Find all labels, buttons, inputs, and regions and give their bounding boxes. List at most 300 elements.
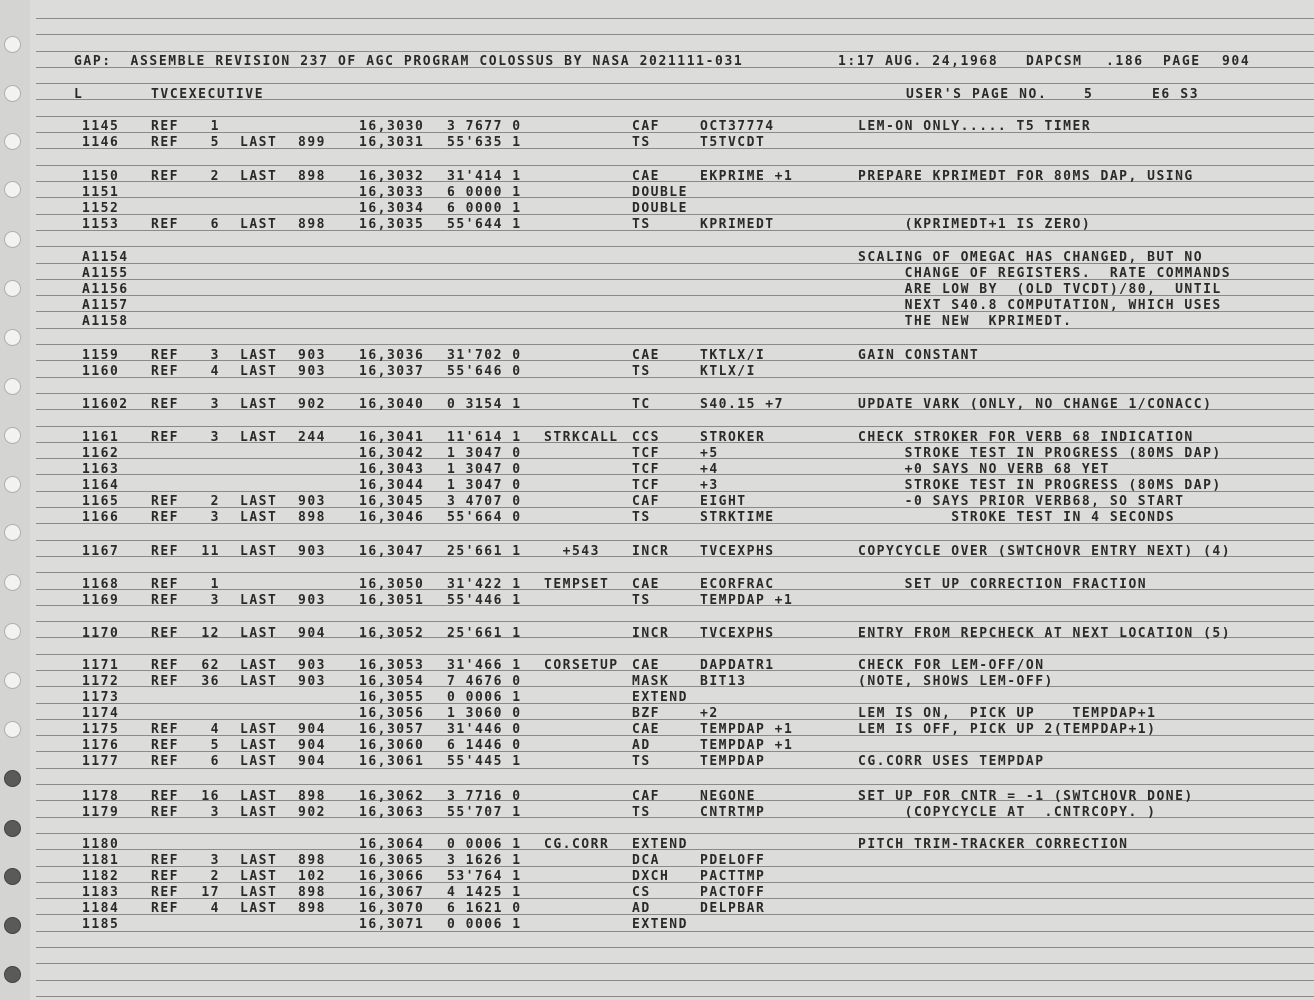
listing-refn: 3: [210, 430, 220, 445]
listing-last: LAST: [240, 397, 278, 412]
listing-addr: 16,3044: [359, 478, 425, 493]
listing-comment: SET UP FOR CNTR = -1 (SWTCHOVR DONE): [858, 789, 1194, 804]
listing-row: [0, 251, 1314, 267]
listing-line: 1177: [82, 754, 120, 769]
listing-row: [0, 283, 1314, 299]
listing-line: 1183: [82, 885, 120, 900]
listing-lastn: 903: [298, 544, 326, 559]
listing-op: DOUBLE: [632, 185, 688, 200]
listing-operand: +3: [700, 478, 719, 493]
listing-addr: 16,3052: [359, 626, 425, 641]
listing-op: EXTEND: [632, 917, 688, 932]
assembly-title: GAP: ASSEMBLE REVISION 237 OF AGC PROGRAM COLOSSUS BY NASA 2021111-031: [74, 54, 744, 69]
listing-word: 1 3047 0: [447, 478, 522, 493]
listing-op: CS: [632, 885, 651, 900]
listing-op: CAE: [632, 577, 660, 592]
listing-ref: REF: [151, 853, 179, 868]
listing-op: CAF: [632, 789, 660, 804]
listing-lastn: 898: [298, 853, 326, 868]
listing-line: 1153: [82, 217, 120, 232]
listing-row: [0, 838, 1314, 854]
listing-word: 55'445 1: [447, 754, 522, 769]
listing-last: LAST: [240, 544, 278, 559]
ruled-line: [36, 572, 1314, 573]
listing-lastn: 904: [298, 738, 326, 753]
listing-op: TS: [632, 593, 651, 608]
listing-operand: EKPRIME +1: [700, 169, 794, 184]
listing-word: 1 3047 0: [447, 462, 522, 477]
listing-ref: REF: [151, 658, 179, 673]
listing-lastn: 903: [298, 658, 326, 673]
listing-lastn: 904: [298, 754, 326, 769]
ruled-line: [36, 165, 1314, 166]
listing-comment: PITCH TRIM-TRACKER CORRECTION: [858, 837, 1129, 852]
listing-label: CORSETUP: [544, 658, 619, 673]
listing-operand: PDELOFF: [700, 853, 766, 868]
listing-op: TS: [632, 135, 651, 150]
listing-row: [0, 659, 1314, 675]
ruled-line: [36, 621, 1314, 622]
listing-last: LAST: [240, 658, 278, 673]
listing-comment: THE NEW KPRIMEDT.: [858, 314, 1073, 329]
listing-addr: 16,3040: [359, 397, 425, 412]
listing-op: TS: [632, 217, 651, 232]
listing-row: [0, 431, 1314, 447]
listing-addr: 16,3070: [359, 901, 425, 916]
listing-lastn: 898: [298, 885, 326, 900]
listing-ref: REF: [151, 626, 179, 641]
listing-row: [0, 854, 1314, 870]
feed-hole: [4, 770, 21, 787]
listing-last: LAST: [240, 805, 278, 820]
listing-operand: TEMPDAP: [700, 754, 766, 769]
listing-addr: 16,3054: [359, 674, 425, 689]
listing-ref: REF: [151, 135, 179, 150]
listing-line: A1154: [82, 250, 129, 265]
listing-comment: -0 SAYS PRIOR VERB68, SO START: [858, 494, 1185, 509]
listing-row: [0, 447, 1314, 463]
listing-refn: 1: [210, 577, 220, 592]
feed-hole: [4, 966, 21, 983]
listing-comment: CHANGE OF REGISTERS. RATE COMMANDS: [858, 266, 1232, 281]
listing-refn: 5: [210, 738, 220, 753]
listing-addr: 16,3057: [359, 722, 425, 737]
listing-row: [0, 136, 1314, 152]
listing-row: [0, 463, 1314, 479]
listing-refn: 3: [210, 805, 220, 820]
listing-operand: +5: [700, 446, 719, 461]
listing-refn: 2: [210, 869, 220, 884]
listing-line: 1180: [82, 837, 120, 852]
listing-addr: 16,3055: [359, 690, 425, 705]
listing-line: 1179: [82, 805, 120, 820]
listing-refn: 3: [210, 593, 220, 608]
listing-operand: DAPDATR1: [700, 658, 775, 673]
listing-row: [0, 170, 1314, 186]
listing-word: 4 1425 1: [447, 885, 522, 900]
listing-row: [0, 886, 1314, 902]
ruled-line: [36, 18, 1314, 19]
listing-word: 25'661 1: [447, 544, 522, 559]
listing-operand: TVCEXPHS: [700, 626, 775, 641]
listing-line: 1181: [82, 853, 120, 868]
listing-comment: STROKE TEST IN PROGRESS (80MS DAP): [858, 446, 1222, 461]
listing-operand: DELPBAR: [700, 901, 766, 916]
listing-refn: 1: [210, 119, 220, 134]
listing-addr: 16,3050: [359, 577, 425, 592]
ruled-line: [36, 344, 1314, 345]
listing-lastn: 902: [298, 397, 326, 412]
listing-row: [0, 594, 1314, 610]
listing-line: 11602: [82, 397, 129, 412]
ruled-line: [36, 833, 1314, 834]
listing-operand: NEGONE: [700, 789, 756, 804]
listing-addr: 16,3067: [359, 885, 425, 900]
listing-word: 0 0006 1: [447, 690, 522, 705]
listing-ref: REF: [151, 593, 179, 608]
listing-word: 11'614 1: [447, 430, 522, 445]
listing-line: 1162: [82, 446, 120, 461]
listing-label: STRKCALL: [544, 430, 619, 445]
listing-line: 1145: [82, 119, 120, 134]
listing-op: CCS: [632, 430, 660, 445]
listing-addr: 16,3062: [359, 789, 425, 804]
listing-line: 1171: [82, 658, 120, 673]
listing-op: CAE: [632, 658, 660, 673]
listing-refn: 4: [210, 364, 220, 379]
listing-row: [0, 299, 1314, 315]
listing-refn: 3: [210, 510, 220, 525]
listing-row: [0, 755, 1314, 771]
listing-word: 55'646 0: [447, 364, 522, 379]
listing-last: LAST: [240, 348, 278, 363]
listing-operand: BIT13: [700, 674, 747, 689]
listing-addr: 16,3032: [359, 169, 425, 184]
listing-refn: 6: [210, 217, 220, 232]
listing-op: TCF: [632, 462, 660, 477]
listing-comment: CHECK STROKER FOR VERB 68 INDICATION: [858, 430, 1194, 445]
listing-refn: 2: [210, 169, 220, 184]
feed-hole: [4, 820, 21, 837]
sheet-code: E6 S3: [1152, 87, 1200, 102]
listing-operand: CNTRTMP: [700, 805, 766, 820]
listing-refn: 4: [210, 722, 220, 737]
ruled-line: [36, 246, 1314, 247]
listing-operand: PACTOFF: [700, 885, 766, 900]
listing-word: 55'446 1: [447, 593, 522, 608]
listing-row: [0, 870, 1314, 886]
listing-ref: REF: [151, 885, 179, 900]
users-page-number: 5: [1084, 87, 1094, 102]
listing-addr: 16,3053: [359, 658, 425, 673]
listing-refn: 12: [201, 626, 220, 641]
listing-addr: 16,3061: [359, 754, 425, 769]
listing-op: BZF: [632, 706, 660, 721]
listing-row: [0, 186, 1314, 202]
listing-addr: 16,3064: [359, 837, 425, 852]
listing-lastn: 244: [298, 430, 326, 445]
listing-last: LAST: [240, 364, 278, 379]
listing-last: LAST: [240, 626, 278, 641]
listing-word: 55'644 1: [447, 217, 522, 232]
listing-refn: 16: [201, 789, 220, 804]
listing-comment: (NOTE, SHOWS LEM-OFF): [858, 674, 1054, 689]
listing-operand: STROKER: [700, 430, 766, 445]
listing-ref: REF: [151, 544, 179, 559]
program-name: DAPCSM: [1026, 54, 1083, 69]
listing-op: AD: [632, 738, 651, 753]
listing-op: AD: [632, 901, 651, 916]
listing-row: [0, 349, 1314, 365]
listing-op: DOUBLE: [632, 201, 688, 216]
listing-last: LAST: [240, 885, 278, 900]
listing-comment: (COPYCYCLE AT .CNTRCOPY. ): [858, 805, 1157, 820]
listing-ref: REF: [151, 119, 179, 134]
listing-comment: CHECK FOR LEM-OFF/ON: [858, 658, 1045, 673]
listing-addr: 16,3046: [359, 510, 425, 525]
listing-op: EXTEND: [632, 690, 688, 705]
listing-comment: ARE LOW BY (OLD TVCDT)/80, UNTIL: [858, 282, 1222, 297]
listing-addr: 16,3051: [359, 593, 425, 608]
listing-operand: TEMPDAP +1: [700, 593, 794, 608]
listing-refn: 3: [210, 348, 220, 363]
listing-row: [0, 479, 1314, 495]
listing-addr: 16,3037: [359, 364, 425, 379]
listing-comment: NEXT S40.8 COMPUTATION, WHICH USES: [858, 298, 1222, 313]
listing-op: CAF: [632, 119, 660, 134]
listing-line: 1169: [82, 593, 120, 608]
listing-lastn: 903: [298, 494, 326, 509]
listing-row: [0, 627, 1314, 643]
listing-row: [0, 315, 1314, 331]
listing-op: DXCH: [632, 869, 670, 884]
listing-word: 31'702 0: [447, 348, 522, 363]
listing-comment: SET UP CORRECTION FRACTION: [858, 577, 1148, 592]
listing-ref: REF: [151, 364, 179, 379]
listing-comment: CG.CORR USES TEMPDAP: [858, 754, 1045, 769]
listing-operand: OCT37774: [700, 119, 775, 134]
feed-hole: [4, 329, 21, 346]
listing-row: [0, 398, 1314, 414]
listing-ref: REF: [151, 217, 179, 232]
listing-ref: REF: [151, 348, 179, 363]
listing-ref: REF: [151, 674, 179, 689]
listing-operand: S40.15 +7: [700, 397, 784, 412]
listing-row: [0, 902, 1314, 918]
listing-word: 31'422 1: [447, 577, 522, 592]
listing-refn: 11: [201, 544, 220, 559]
listing-lastn: 902: [298, 805, 326, 820]
listing-line: 1182: [82, 869, 120, 884]
listing-op: TS: [632, 805, 651, 820]
listing-line: A1157: [82, 298, 129, 313]
ruled-line: [36, 34, 1314, 35]
ruled-line: [36, 654, 1314, 655]
listing-word: 3 7716 0: [447, 789, 522, 804]
listing-comment: LEM-ON ONLY..... T5 TIMER: [858, 119, 1092, 134]
listing-word: 31'446 0: [447, 722, 522, 737]
listing-ref: REF: [151, 722, 179, 737]
listing-addr: 16,3034: [359, 201, 425, 216]
listing-line: 1184: [82, 901, 120, 916]
listing-line: 1175: [82, 722, 120, 737]
ruled-line: [36, 996, 1314, 997]
feed-hole: [4, 85, 21, 102]
listing-lastn: 898: [298, 169, 326, 184]
listing-row: [0, 578, 1314, 594]
listing-row: [0, 707, 1314, 723]
listing-lastn: 903: [298, 593, 326, 608]
listing-word: 3 4707 0: [447, 494, 522, 509]
listing-operand: ECORFRAC: [700, 577, 775, 592]
listing-op: TS: [632, 754, 651, 769]
listing-lastn: 904: [298, 626, 326, 641]
listing-ref: REF: [151, 738, 179, 753]
listing-op: CAF: [632, 494, 660, 509]
listing-ref: REF: [151, 397, 179, 412]
listing-row: [0, 790, 1314, 806]
listing-lastn: 898: [298, 217, 326, 232]
ruled-line: [36, 784, 1314, 785]
listing-op: TCF: [632, 478, 660, 493]
print-date: 1:17 AUG. 24,1968: [838, 54, 999, 69]
listing-word: 55'707 1: [447, 805, 522, 820]
listing-last: LAST: [240, 593, 278, 608]
section-letter: L: [74, 87, 84, 102]
listing-ref: REF: [151, 577, 179, 592]
users-page-label: USER'S PAGE NO.: [906, 87, 1048, 102]
listing-word: 1 3060 0: [447, 706, 522, 721]
listing-operand: TVCEXPHS: [700, 544, 775, 559]
listing-operand: +2: [700, 706, 719, 721]
listing-ref: REF: [151, 430, 179, 445]
listing-word: 6 0000 1: [447, 185, 522, 200]
listing-last: LAST: [240, 869, 278, 884]
listing-line: 1173: [82, 690, 120, 705]
listing-row: [0, 545, 1314, 561]
listing-line: 1185: [82, 917, 120, 932]
listing-addr: 16,3031: [359, 135, 425, 150]
listing-line: 1163: [82, 462, 120, 477]
listing-ref: REF: [151, 754, 179, 769]
listing-operand: EIGHT: [700, 494, 747, 509]
listing-op: TS: [632, 364, 651, 379]
listing-addr: 16,3066: [359, 869, 425, 884]
listing-refn: 17: [201, 885, 220, 900]
listing-word: 53'764 1: [447, 869, 522, 884]
listing-line: A1155: [82, 266, 129, 281]
listing-word: 6 1621 0: [447, 901, 522, 916]
listing-op: CAE: [632, 169, 660, 184]
listing-lastn: 904: [298, 722, 326, 737]
listing-last: LAST: [240, 754, 278, 769]
program-version: .186: [1106, 54, 1144, 69]
listing-refn: 3: [210, 853, 220, 868]
listing-lastn: 899: [298, 135, 326, 150]
listing-refn: 3: [210, 397, 220, 412]
listing-comment: LEM IS OFF, PICK UP 2(TEMPDAP+1): [858, 722, 1157, 737]
listing-word: 55'635 1: [447, 135, 522, 150]
listing-ref: REF: [151, 805, 179, 820]
listing-operand: TEMPDAP +1: [700, 738, 794, 753]
listing-ref: REF: [151, 869, 179, 884]
listing-op: TCF: [632, 446, 660, 461]
listing-row: [0, 218, 1314, 234]
listing-refn: 5: [210, 135, 220, 150]
listing-row: [0, 511, 1314, 527]
listing-last: LAST: [240, 722, 278, 737]
listing-word: 31'466 1: [447, 658, 522, 673]
ruled-line: [36, 393, 1314, 394]
listing-refn: 6: [210, 754, 220, 769]
listing-word: 3 1626 1: [447, 853, 522, 868]
listing-word: 0 0006 1: [447, 917, 522, 932]
section-name: TVCEXECUTIVE: [151, 87, 265, 102]
listing-last: LAST: [240, 510, 278, 525]
listing-last: LAST: [240, 494, 278, 509]
listing-row: [0, 495, 1314, 511]
listing-label: CG.CORR: [544, 837, 610, 852]
listing-comment: STROKE TEST IN PROGRESS (80MS DAP): [858, 478, 1222, 493]
listing-lastn: 903: [298, 348, 326, 363]
listing-word: 31'414 1: [447, 169, 522, 184]
listing-last: LAST: [240, 217, 278, 232]
listing-addr: 16,3045: [359, 494, 425, 509]
listing-ref: REF: [151, 169, 179, 184]
listing-comment: (KPRIMEDT+1 IS ZERO): [858, 217, 1092, 232]
listing-operand: STRKTIME: [700, 510, 775, 525]
listing-ref: REF: [151, 494, 179, 509]
listing-last: LAST: [240, 789, 278, 804]
listing-comment: STROKE TEST IN 4 SECONDS: [858, 510, 1176, 525]
listing-line: 1159: [82, 348, 120, 363]
listing-last: LAST: [240, 901, 278, 916]
listing-word: 6 0000 1: [447, 201, 522, 216]
listing-operand: KPRIMEDT: [700, 217, 775, 232]
listing-comment: +0 SAYS NO VERB 68 YET: [858, 462, 1110, 477]
ruled-line: [36, 540, 1314, 541]
listing-line: 1164: [82, 478, 120, 493]
listing-comment: LEM IS ON, PICK UP TEMPDAP+1: [858, 706, 1157, 721]
listing-op: EXTEND: [632, 837, 688, 852]
listing-addr: 16,3043: [359, 462, 425, 477]
listing-last: LAST: [240, 135, 278, 150]
listing-line: A1156: [82, 282, 129, 297]
listing-op: INCR: [632, 544, 670, 559]
listing-addr: 16,3071: [359, 917, 425, 932]
listing-row: [0, 723, 1314, 739]
listing-refn: 36: [201, 674, 220, 689]
listing-comment: UPDATE VARK (ONLY, NO CHANGE 1/CONACC): [858, 397, 1213, 412]
listing-addr: 16,3056: [359, 706, 425, 721]
listing-operand: TKTLX/I: [700, 348, 766, 363]
listing-row: [0, 918, 1314, 934]
listing-word: 7 4676 0: [447, 674, 522, 689]
listing-lastn: 903: [298, 674, 326, 689]
listing-op: CAE: [632, 722, 660, 737]
page-label: PAGE: [1163, 54, 1201, 69]
listing-operand: T5TVCDT: [700, 135, 766, 150]
listing-row: [0, 739, 1314, 755]
listing-line: 1166: [82, 510, 120, 525]
listing-word: 1 3047 0: [447, 446, 522, 461]
listing-line: 1161: [82, 430, 120, 445]
listing-ref: REF: [151, 789, 179, 804]
listing-row: [0, 675, 1314, 691]
listing-comment: COPYCYCLE OVER (SWTCHOVR ENTRY NEXT) (4): [858, 544, 1232, 559]
listing-last: LAST: [240, 430, 278, 445]
listing-line: 1152: [82, 201, 120, 216]
